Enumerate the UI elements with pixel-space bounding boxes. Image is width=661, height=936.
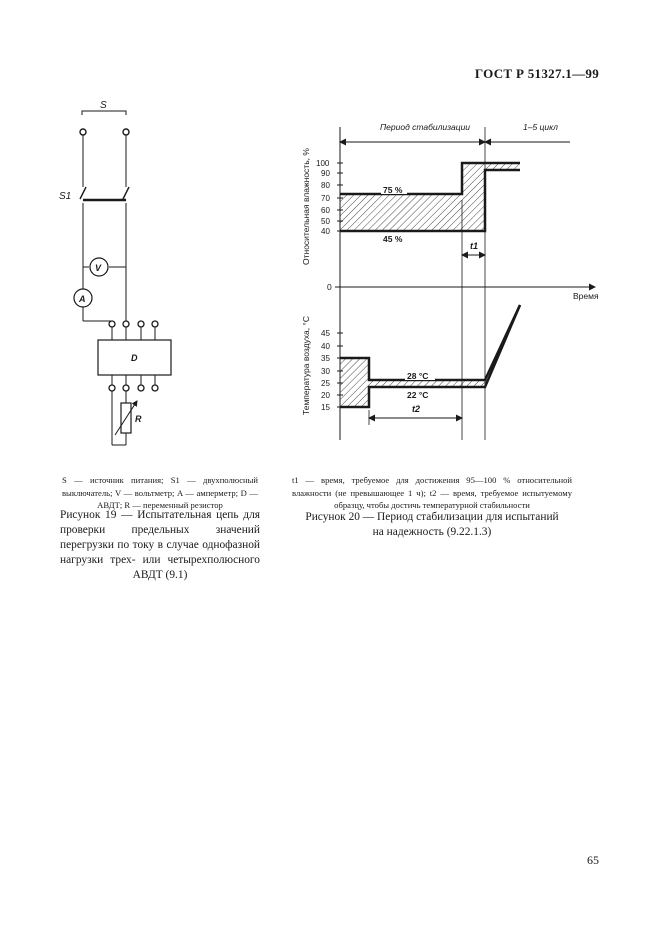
- label-ammeter: A: [79, 294, 86, 304]
- svg-text:20: 20: [321, 391, 330, 400]
- figure-20-legend: t1 — время, требуемое для достижения 95—100 % относительной влажности (не превышающее 1 ч); t2 — время, требуемое испытуемому образцу, чтобы достичь температурной стабильности: [292, 475, 572, 510]
- svg-text:15: 15: [321, 403, 330, 412]
- figure-19-legend: S — источник питания; S1 — двухполюсный выключатель; V — вольтметр; A — амперметр; D — АВДТ; R — переменный резистор: [62, 475, 258, 510]
- humidity-ticks: [316, 159, 343, 236]
- label-source: S: [100, 100, 107, 111]
- time-axis-label: Время: [573, 291, 599, 301]
- label-switch: S1: [59, 191, 72, 202]
- document-header: ГОСТ Р 51327.1—99: [474, 66, 599, 81]
- label-t2: t2: [412, 404, 421, 414]
- svg-text:45: 45: [321, 329, 330, 338]
- humidity-axis-label: Относительная влажность, %: [301, 148, 311, 265]
- temperature-axis-label: Температура воздуха, °C: [301, 316, 311, 415]
- svg-text:40: 40: [321, 227, 330, 236]
- label-stabilization-period: Период стабилизации: [380, 122, 471, 132]
- page-number: 65: [587, 853, 599, 867]
- svg-text:25: 25: [321, 379, 330, 388]
- label-rh75: 75 %: [383, 185, 403, 195]
- label-cycle: 1–5 цикл: [523, 122, 558, 132]
- svg-text:50: 50: [321, 217, 330, 226]
- figure-19-circuit: [55, 95, 205, 455]
- label-voltmeter: V: [95, 263, 102, 273]
- label-t1: t1: [470, 241, 479, 251]
- label-temp22: 22 °C: [407, 390, 429, 400]
- svg-text:60: 60: [321, 206, 330, 215]
- label-rh45: 45 %: [383, 234, 403, 244]
- svg-text:80: 80: [321, 181, 330, 190]
- label-temp28: 28 °C: [407, 371, 429, 381]
- svg-text:30: 30: [321, 367, 330, 376]
- zero-label: 0: [327, 282, 332, 292]
- svg-text:90: 90: [321, 169, 330, 178]
- svg-text:40: 40: [321, 342, 330, 351]
- svg-text:100: 100: [316, 159, 330, 168]
- label-resistor: R: [135, 414, 142, 424]
- figure-20-caption: Рисунок 20 — Период стабилизации для испытаний на надежность (9.22.1.3): [305, 511, 559, 538]
- svg-text:35: 35: [321, 354, 330, 363]
- label-device: D: [131, 353, 138, 363]
- figure-19-caption: Рисунок 19 — Испытательная цепь для проверки предельных значений перегрузки по току в случае однофазной нагрузки трех- или четырехполюсного АВДТ (9.1): [60, 509, 260, 581]
- figure-20-chart: [285, 115, 605, 445]
- svg-text:70: 70: [321, 194, 330, 203]
